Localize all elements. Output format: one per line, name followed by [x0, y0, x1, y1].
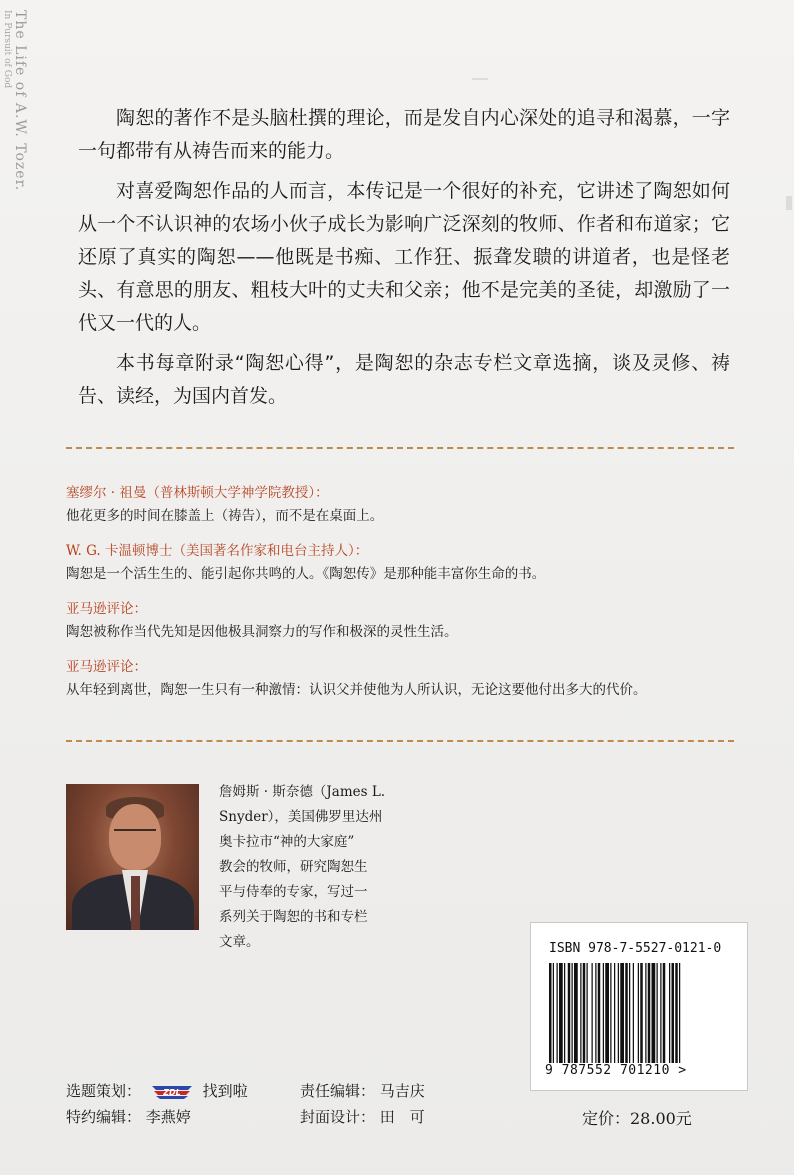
barcode-bar [572, 963, 573, 1063]
credit-value: 马吉庆 [379, 1082, 425, 1100]
endorsement [66, 540, 746, 586]
author-photo [66, 784, 199, 930]
spine-label [2, 6, 36, 196]
photo-glasses [114, 829, 156, 843]
barcode-bar [580, 963, 581, 1063]
spine-title: The Life of A.W. Tozer. [12, 10, 28, 192]
barcode-bar [679, 963, 680, 1063]
svg-text:ZDL: ZDL [163, 1087, 181, 1097]
barcode-bar [652, 963, 656, 1063]
barcode-digits: 9 787552 701210 > [545, 1063, 687, 1078]
endorsement [66, 598, 746, 644]
endorsement-source: 亚马逊评论： [66, 601, 147, 617]
credit-label: 责任编辑： [300, 1082, 376, 1100]
barcode-bar [598, 963, 601, 1063]
credit-planning [66, 1080, 248, 1102]
author-bio-line: 文章。 [219, 934, 260, 950]
barcode-bar [559, 963, 563, 1063]
isbn-label: ISBN 978-7-5527-0121-0 [549, 941, 722, 956]
spine-subtitle: In Pursuit of God [2, 10, 12, 89]
barcode-bar [592, 963, 593, 1063]
author-bio-line: Snyder），美国佛罗里达州 [219, 809, 383, 825]
endorsement-text: 陶恕被称作当代先知是因他极具洞察力的写作和极深的灵性生活。 [66, 624, 458, 640]
credit-responsible-editor [300, 1080, 425, 1102]
author-bio [219, 780, 419, 955]
barcode-bar [675, 963, 678, 1063]
intro-text [78, 102, 730, 420]
barcode-bar [620, 963, 624, 1063]
barcode-bar [564, 963, 565, 1063]
barcode-bar [553, 963, 554, 1063]
endorsement-text: 从年轻到离世，陶恕一生只有一种激情：认识父并使他为人所认识，无论这要他付出多大的代价。 [66, 682, 647, 698]
barcode-bar [629, 963, 630, 1063]
author-bio-line: 教会的牧师，研究陶恕生 [219, 859, 368, 875]
barcode-bar [605, 963, 609, 1063]
author-bio-line: 系列关于陶恕的书和专栏 [219, 909, 368, 925]
barcode-bar [549, 963, 552, 1063]
barcode-bar [660, 963, 661, 1063]
barcode-bar [587, 963, 588, 1063]
barcode-bar [648, 963, 651, 1063]
endorsement-source: W. G. 卡温顿博士（美国著名作家和电台主持人）： [66, 543, 369, 559]
barcode-bar [638, 963, 639, 1063]
author-bio-line: 平与侍奉的专家，写过一 [219, 884, 368, 900]
barcode-bar [625, 963, 628, 1063]
barcode-bar [633, 963, 634, 1063]
barcode-bars [549, 963, 731, 1063]
barcode-bar [568, 963, 571, 1063]
credit-value: 李燕婷 [145, 1108, 191, 1126]
barcode-bar [618, 963, 619, 1063]
credit-special-editor [66, 1106, 191, 1128]
credit-cover-design [300, 1106, 425, 1128]
barcode-bar [614, 963, 615, 1063]
paper-scuff [786, 196, 792, 210]
barcode-bar [583, 963, 586, 1063]
barcode-bar [672, 963, 675, 1063]
endorsement-source: 亚马逊评论： [66, 659, 147, 675]
author-bio-line: 詹姆斯 · 斯奈德（James L. [219, 784, 386, 800]
intro-paragraph: 对喜爱陶恕作品的人而言，本传记是一个很好的补充，它讲述了陶恕如何从一个不认识神的农场小伙子成长为影响广泛深刻的牧师、作者和布道家；它还原了真实的陶恕——他既是书痴、工作狂、振聋发聩的讲道者，也是怪老头、有意思的朋友、粗枝大叶的丈夫和父亲；他不是完美的圣徒，却激励了一代又一代的人。 [78, 180, 730, 334]
barcode-bar [645, 963, 646, 1063]
price-label: 定价：28.00元 [582, 1109, 692, 1128]
credit-value: 田 可 [379, 1108, 425, 1126]
endorsement-source: 塞缪尔 · 祖曼（普林斯顿大学神学院教授）： [66, 485, 329, 501]
credit-value: 找到啦 [202, 1082, 248, 1100]
intro-paragraph: 本书每章附录“陶恕心得”，是陶恕的杂志专栏文章选摘，谈及灵修、祷告、读经，为国内首发。 [78, 352, 730, 407]
barcode-bar [557, 963, 558, 1063]
barcode-bar [663, 963, 666, 1063]
publisher-logo-icon [150, 1084, 194, 1100]
barcode-bar [669, 963, 670, 1063]
barcode-bar [603, 963, 604, 1063]
dashed-divider [66, 447, 734, 449]
barcode-bar [610, 963, 611, 1063]
barcode-bar [595, 963, 596, 1063]
endorsement [66, 656, 746, 702]
endorsement [66, 482, 746, 528]
barcode-bar [657, 963, 658, 1063]
credit-label: 选题策划： [66, 1082, 142, 1100]
endorsement-text: 他花更多的时间在膝盖上（祷告），而不是在桌面上。 [66, 508, 384, 524]
photo-tie [131, 876, 140, 930]
intro-paragraph: 陶恕的著作不是头脑杜撰的理论，而是发自内心深处的追寻和渴慕，一字一句都带有从祷告而来的能力。 [78, 107, 730, 162]
paper-scuff [472, 78, 488, 80]
isbn-barcode [530, 922, 748, 1091]
credit-label: 特约编辑： [66, 1108, 142, 1126]
endorsements [66, 482, 746, 714]
credit-label: 封面设计： [300, 1108, 376, 1126]
endorsement-text: 陶恕是一个活生生的、能引起你共鸣的人。《陶恕传》是那种能丰富你生命的书。 [66, 566, 546, 582]
author-bio-line: 奥卡拉市“神的大家庭” [219, 834, 355, 850]
barcode-bar [574, 963, 578, 1063]
dashed-divider [66, 740, 734, 742]
barcode-bar [640, 963, 643, 1063]
